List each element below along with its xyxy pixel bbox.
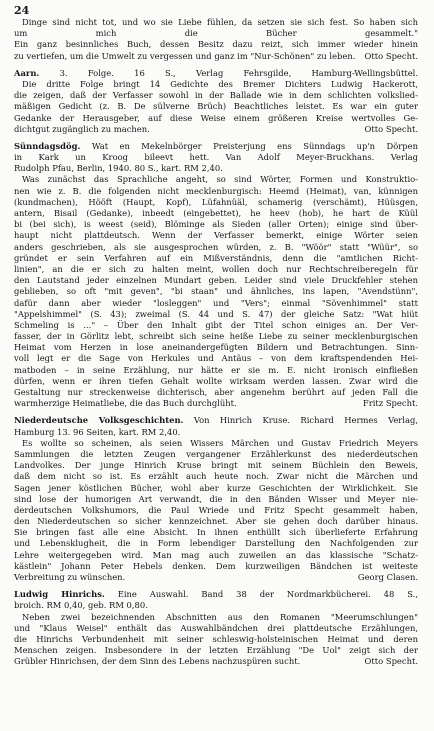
text-line: und Lebensklugheit, die in Form lebendiger Darstellung den Nachfolgenden zur (14, 538, 418, 549)
review-bibliographic-info: 3. Folge. 16 S., Verlag Fehrsgilde, Hamburg-Wellingsbüttel. (39, 67, 418, 78)
text-line: um mich die Bücher gesammelt." (14, 28, 418, 39)
text-line: dafür dann aber wieder "losleggen" und "Vers"; einmal "Sövenhimmel" statt (14, 297, 418, 308)
review-bibliographic-line: Hamburg 13. 96 Seiten, kart. RM 2,40. (14, 426, 181, 437)
text-line: Es wollte so scheinen, als seien Wissers Märchen und Gustav Friedrich Meyers (22, 437, 418, 448)
text-line: mäßigen Gedicht (z. B. De sülverne Brüch) Beachtliches leistet. Es war ein guter (14, 101, 418, 112)
review-signature: Fritz Specht. (362, 398, 418, 409)
review-signature: Georg Clasen. (357, 572, 418, 582)
text-line: und "Klaus Weisel" enthält das Auswahlbändchen drei plattdeutsche Erzählungen, (14, 622, 418, 633)
review-bibliographic-line: Rudolph Pfau, Berlin, 1940. 80 S., kart. RM 2,40. (14, 163, 223, 174)
text-line (14, 656, 418, 667)
text-line-content: Grübler Hinrichsen, der dem Sinn des Lebens nachzuspüren sucht. (14, 656, 301, 667)
text-line: Die dritte Folge bringt 14 Gedichte des Bremer Dichters Ludwig Hackerott, (22, 78, 418, 89)
intro-paragraph (14, 17, 418, 62)
text-line: "Appelshimmel" (S. 43); zweimal (S. 44 und S. 47) der gleiche Satz: "Wat hiüt (14, 308, 418, 319)
review-heading-line (14, 141, 418, 152)
text-line: Landvolkes. Der junge Hinrich Kruse bringt mit seinem Büchlein den Beweis, (14, 460, 418, 471)
text-line: gründet er sein Verfahren auf ein Mißverständnis, denn die "amtlichen Richt- (14, 252, 418, 263)
text-line: nen wie z. B. die folgenden nicht mecklenburgisch: Heemd (Heimat), van, künnigen (14, 185, 418, 196)
review-bibliographic-info: Eine Auswahl. Band 38 der Nordmarkbücherei. 48 S., (104, 589, 418, 600)
text-line: (kundmachen), Hööft (Haupt, Kopf), Lüfahnüäl, schamerig (verschämt), Hüüsgen, (14, 196, 418, 207)
review-heading-line (14, 589, 418, 600)
text-line: derdeutschen Volkshumors, die Paul Wriede und Fritz Specht gesammelt haben, (14, 504, 418, 515)
text-line: Gestaltung nur streckenweise dichterisch, aber angenehm berührt auf jeden Fall die (14, 387, 418, 397)
review-bibliographic-line: broich. RM 0,40, geb. RM 0,80. (14, 600, 148, 611)
review-sunndagsdoeg (14, 141, 418, 410)
text-line-content: zu vertiefen, um die Umwelt zu vergessen und ganz im "Nur-Schönen" zu leben. (14, 50, 356, 61)
review-title: Niederdeutsche Volksgeschichten. (14, 415, 184, 426)
text-line: Ein ganz besinnliches Buch, dessen Besitz dazu reizt, sich immer wieder hinein (14, 39, 418, 50)
review-ludwig-hinrichs (14, 589, 418, 667)
text-line: Heimat vom Herzen in lose aneinandergefügten Bildern und Betrachtungen. Sinn- (14, 342, 418, 353)
text-line: antern, Bisail (Gedanke), inbeedt (eingebettet), he heev (hob), he hart de Küül (14, 208, 418, 218)
text-line: anders geschrieben, als sie ausgesprochen würden, z. B. "Wöör" statt "Wüür", so (14, 241, 418, 252)
review-heading-line (14, 68, 418, 79)
review-niederdeutsche-volksgeschichten (14, 415, 418, 583)
text-line: Menschen zeigen. Insbesondere in der letzten Erzählung "De Uol" zeigt sich der (14, 645, 418, 656)
text-line: den Niederdeutschen so sicher kennzeichnet. Aber sie gehen doch darüber hinaus. (14, 516, 418, 527)
text-line: matboden – in seine Erzählung, nur hätte er sie m. E. nicht ironisch einfließen (14, 364, 418, 375)
text-line: fasser, der in Görlitz lebt, schreibt sich seine heiße Liebe zu seiner mecklenburgischen (14, 331, 418, 342)
text-line: Sammlungen die letzten Zeugen vergangener Erzählerkunst des niederdeutschen (14, 448, 418, 459)
text-line: linien", an die er sich zu halten meint, wollen doch nur Rechtschreiberegeln für (14, 263, 418, 274)
text-line: dürfen, wenn er ihren tiefen Gehalt wollte wirksam werden lassen. Zwar wird die (14, 375, 418, 386)
text-line: Dinge sind nicht tot, und wo sie Liebe fühlen, da setzen sie sich fest. So haben sich (22, 17, 418, 27)
text-line: Lehre weitergegeben wird. Man mag auch zuweilen an das klassische "Schatz- (14, 549, 418, 560)
review-title: Sünndagsdög. (14, 140, 81, 151)
page-number: 24 (14, 4, 30, 17)
text-line (14, 572, 418, 583)
text-line: Neben zwei bezeichnenden Abschnitten aus den Romanen "Meerumschlungen" (22, 611, 418, 622)
review-signature: Otto Specht. (364, 656, 418, 667)
review-signature: Otto Specht. (364, 50, 418, 61)
text-line-content: warmherzige Heimatliebe, die das Buch durchglüht. (14, 398, 237, 409)
text-line (14, 398, 418, 409)
text-line-content: dichtgut zugänglich zu machen. (14, 123, 150, 134)
text-line: voll legt er die Sage von Herkules und Antäus – von dem kraftspendenden Hei- (14, 353, 418, 364)
text-line-content: Verbreitung zu wünschen. (14, 572, 126, 582)
text-line: geblieben, so oft "mit geven", "bi staan" und ähnliches, ins lapen, "Avendstünn", (14, 286, 418, 297)
review-bibliographic-info: Von Hinrich Kruse. Richard Hermes Verlag, (183, 415, 418, 426)
text-line: daß dem nicht so ist. Es erzählt auch heute noch. Zwar nicht die Märchen und (14, 471, 418, 482)
text-line: bi (bei sich), is weest (seid), Blöminge als Sieden (aller Orten); einige sind über- (14, 219, 418, 230)
text-line: Was zunächst das Sprachliche angeht, so sind Wörter, Formen und Konstruktio- (22, 174, 418, 185)
review-signature: Otto Specht. (364, 123, 418, 134)
text-line (14, 124, 418, 135)
text-line: Gedanke der Herausgeber, auf diese Weise einem größeren Kreise wertvolles Ge- (14, 112, 418, 123)
text-line: die zeigen, daß der Verfasser sowohl in der Ballade wie in dem schlichten volkslied- (14, 90, 418, 101)
text-line (14, 51, 418, 62)
text-line: Schmeling is ..." – Über den Inhalt gibt der Titel schon einiges an. Der Ver- (14, 319, 418, 330)
text-line: haupt nicht plattdeutsch. Wenn der Verfasser bemerkt, einige Wörter seien (14, 230, 418, 241)
review-title: Ludwig Hinrichs. (14, 589, 105, 600)
review-bibliographic-line: in Kark un Kroog bileevt hett. Van Adolf Meyer-Bruckhans. Verlag (14, 152, 418, 163)
text-line: den Lautstand jeder einzelnen Mundart geben. Leider sind viele Druckfehler stehen (14, 275, 418, 286)
text-line: sind lose der humorigen Art verwandt, die in den Bänden Wisser und Meyer nie- (14, 493, 418, 504)
text-line: die Hinrichs Verbundenheit mit seiner schleswig-holsteinischen Heimat und deren (14, 633, 418, 644)
review-aarn (14, 68, 418, 135)
review-heading-line (14, 415, 418, 426)
review-title: Aarn. (14, 67, 40, 78)
text-line: Sie bringen fast alle eine Absicht. In ihnen enthüllt sich überlieferte Erfahrung (14, 527, 418, 538)
review-bibliographic-info: Wat en Mekelnbörger Preisterjung ens Sünndags up'n Dörpen (80, 140, 418, 151)
text-line: Sagen jener köstlichen Bücher, wohl aber kurze Geschichten der Wirklichkeit. Sie (14, 482, 418, 493)
text-line: kästlein" Johann Peter Hebels denken. Dem kurzweiligen Bändchen ist weiteste (14, 560, 418, 571)
